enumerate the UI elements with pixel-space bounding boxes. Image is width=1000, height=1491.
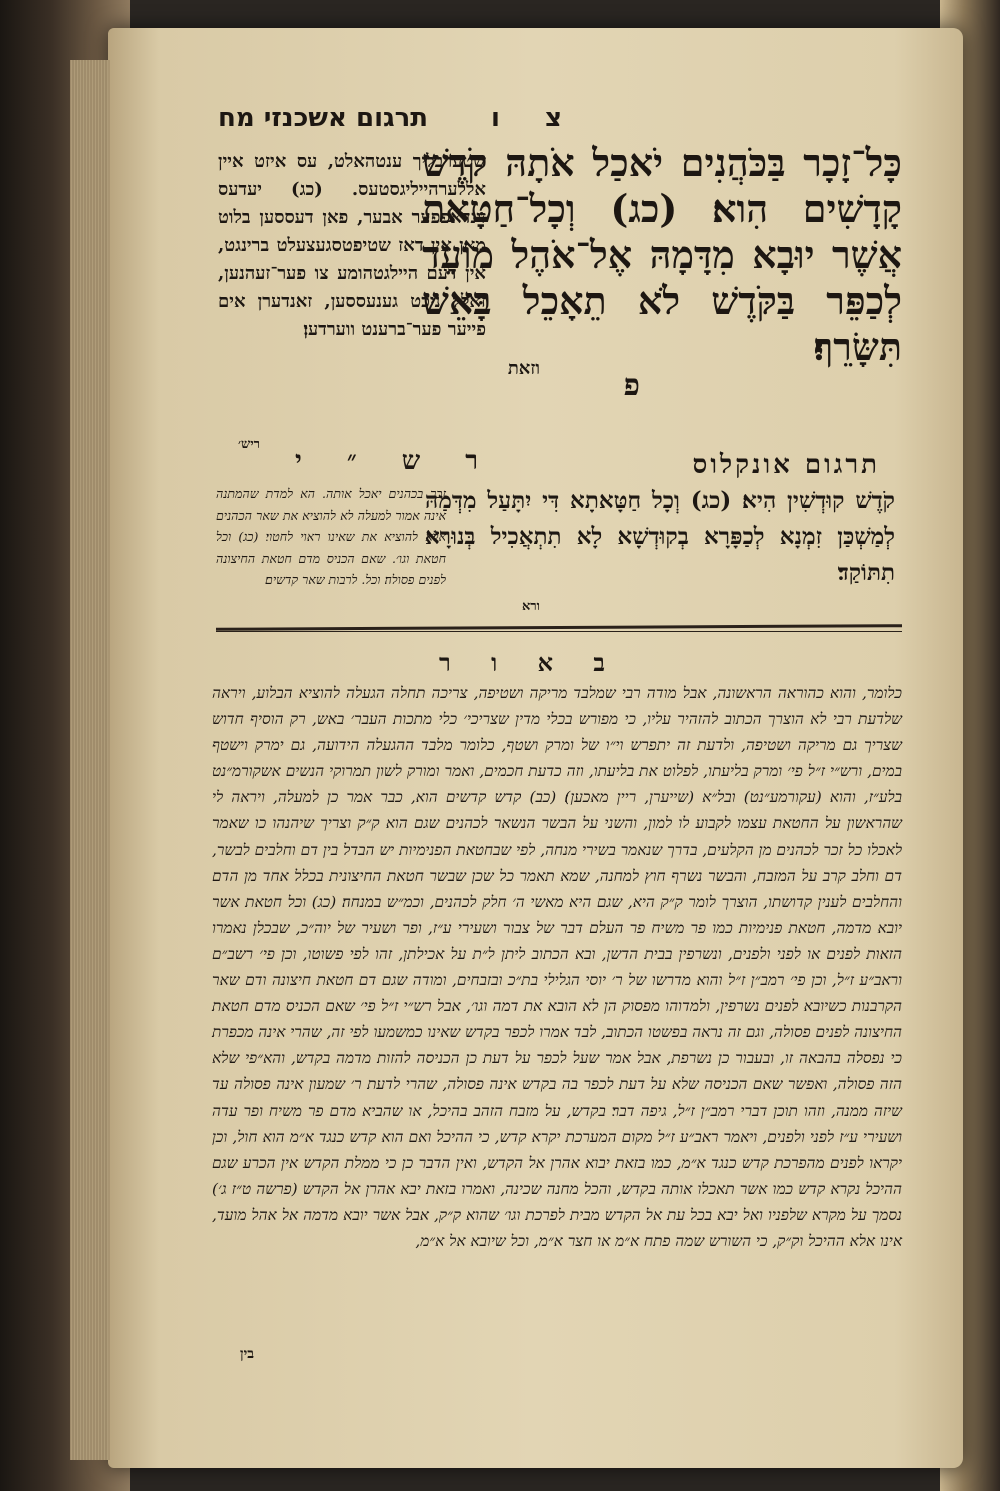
page-edges	[70, 60, 110, 1460]
translation-running-title: תרגום אשכנזי מח	[218, 103, 429, 133]
section-divider-thin	[216, 631, 902, 632]
parasha-running-title: צ ו	[491, 103, 580, 133]
section-divider	[216, 624, 902, 631]
page-header	[120, 103, 940, 143]
onkelos-catchword: ורא	[521, 599, 540, 614]
onkelos-text: קֹדֶשׁ קוּדְשִׁין הִיא׃ (כג) וְכָל חַטָּאתָא דִּי יִתָּעַל מִדְּמַהּ לְמַשְׁכַּן זִמְנָא לְכַפָּרָא בְקוּדְשָׁא לָא תִתְאֲכִיל בְּנוּרָא תִתּוֹקַד׃	[425, 487, 895, 586]
translation-catchword: ריש׳	[238, 437, 261, 452]
german-translation-text: שטערבליך ענטהאלט, עס איזט איין אללערהייליגסטעס. (כג) יעדעס זינדאפפער אבער, פאן דעססען בלוט מאן אין דאז שטיפטסגעצעלט ברינגט, אין דעם היילגטהומע צו פער־זעהנען, זאלל ניכט גענעססען, זאנדערן אים פייער פער־ברענט ווערדען׃	[218, 151, 486, 340]
petucha-marker: פ	[623, 368, 640, 403]
verse-catchword: וזאת	[507, 358, 540, 379]
biur-catchword: בין	[240, 1346, 254, 1362]
onkelos-title: תרגום אונקלוס	[692, 450, 880, 480]
biur-title: ב א ו ר	[439, 648, 621, 677]
page-content	[120, 28, 940, 1448]
biur-commentary-text: כלומר, והוא כהוראה הראשונה, אבל מודה רבי שמלבד מריקה ושטיפה, צריכה תחלה הגעלה להוציא הבלוע, ויראה שלדעת רבי לא הוצרך הכתוב להזהיר עליו, כי מפורש בכלי מדין שצריכי׳ כלי מתכות העבר׳ באש, רק הוסיף חדוש שצריך גם מריקה ושטיפה, ולדעת זה יתפרש וי״ו של ומרק ושטף, כלומר מלבד ההגעלה הידועה, גם ימרק וישטף במים, ורש״י ז״ל פי׳ ומרק בליעתו, לפלוט את בליעתו, וזה כדעת חכמים, ואמר ומורק לשון תמרוקי הנשים אשקורמ״נט בלע״ז, והוא (עקורמע״נט) ובל״א (שייערן, ריין מאכען)׃ (כב) קדש קדשים הוא, כבר אמר כן למעלה, ויראה לי שהראשון על החטאת עצמו לקבוע לו למון, והשני על הבשר הנשאר לכהנים שגם הוא ק״ק וצריך שיהנהו כו שאמר לאכלו כל זכר לכהנים מן הקלעים, בדרך שנאמר בשירי מנחה, לפי שבחטאת הפנימיות יש הבדל בין דם וחלבים לבשר, דם וחלב קרב על המזבח, והבשר נשרף חוץ למחנה, שמא תאמר כל שכן שבשר חטאת החיצונית בכלל אחד מן הדם והחלבים לענין קדושתו, הוצרך לומר ק״ק היא, שגם היא מאשי ה׳ חלק לכהנים, וכמ״ש במנחה׃ (כג) וכל חטאת אשר יובא מדמה, חטאת פנימיות כמו פר משיח פר העלם דבר של צבור ושעירי ע״ז, ופר ושעיר של יוה״כ, שבכלן נאמרו הזאות לפנים או לפני ולפנים, ונשרפין בבית הדשן, ובא הכתוב ליתן ל״ת על אכילתן, זהו לפי פשוטו, וכן פי׳ רשב״ם וראב״ע ז״ל, וכן פי׳ רמב״ן ז״ל והוא מדרשו של ר׳ יוסי הגלילי בת״כ ובזבחים, ומודה שגם דם חטאת חיצונה ודם שאר הקרבנות כשיובא לפנים נשרפין, ולמדוהו מפסוק הן לא הובא את דמה וגו׳, אבל רש״י ז״ל פי׳ שאם הכניס מדם חטאת החיצונה לפנים פסולה, וגם זה נראה בפשטו הכתוב, לבד אמרו לכפר בקדש שאינו כמשמעו לפי זה, שהרי אינה מכפרת כי נפסלה בהבאה זו, ובעבור כן נשרפת, אבל אמר שעל לכפר על דעת כן הכניסה להזות מדמה בקדש, והא״פי שלא הזה פסולה, ואפשר שאם הכניסה שלא על דעת לכפר בה בקדש אינה פסולה, שהרי לדעת ר׳ שמעון אינה פסולה עד שיזה ממנה, וזהו תוכן דברי רמב״ן ז״ל, גיפה דבר׃ בקדש, על מזבח הזהב בהיכל, או שהביא מדם פר משיח ופר עדה ושעירי ע״ז לפני ולפנים, ויאמר ראב״ע ז״ל מקום המערכת יקרא קדש, כי ההיכל ואם הוא קדש כנגד א״מ הוא חול, וכן יקראו לפנים מהפרכת קדש כנגד א״מ, כמו בזאת יבוא אהרן אל הקדש, ואין הדבר כן כי ממלת הקדש אין הכרע שגם ההיכל נקרא קדש כמו אשר תאכלו אותה בקדש, והכל מחנה שכינה, ואמרו בזאת יבא אהרן אל הקדש (פרשה ט״ז ג׳) נסמך על מקרא שלפניו ואל יבא בכל עת אל הקדש מבית לפרכת וגו׳ שהוא ק״ק, אבל אשר יובא מדמה אל אהל מועד, אינו אלא ההיכל וק״ק, כי השורש שמה פתח א״מ או חצר א״מ, וכל שיובא אל א״מ,	[212, 684, 902, 1250]
rashi-text: זכר בכהנים יאכל אותה. הא למדת שהמתנה אינה אמור למעלה לא להוציא את שאר הכהנים אלא להוציא את שאינו ראוי לחטוי׃ (כג) וכל חטאת וגו׳. שאם הכניס מדם חטאת החיצונה לפנים פסולה׃ וכל. לרבות שאר קדשים׃	[216, 486, 446, 587]
rashi-title: ר ש ״ י	[295, 446, 497, 476]
torah-verse-text: כָּל־זָכָר בַּכֹּהֲנִים יֹאכַל אֹתָהּ קֹדֶשׁ קָדָשִׁים הִוא׃ (כג) וְכָל־חַטָּאת אֲשֶׁר יוּבָא מִדָּמָהּ אֶל־אֹהֶל מוֹעֵד לְכַפֵּר בַּקֹּדֶשׁ לֹא תֵאָכֵל בָּאֵשׁ תִּשָּׂרֵף׃	[422, 140, 902, 369]
